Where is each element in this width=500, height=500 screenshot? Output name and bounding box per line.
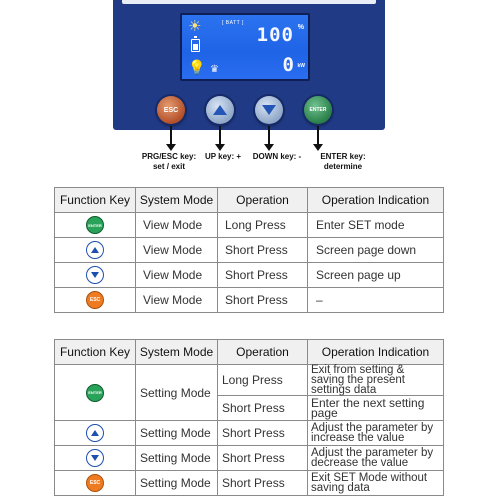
operation-cell: Short Press (218, 263, 308, 288)
table-row (55, 446, 444, 471)
system-mode-cell: View Mode (136, 288, 218, 313)
table-row (55, 471, 444, 496)
up-key-caption: UP key: + (204, 152, 242, 161)
indication-cell: Adjust the parameter by decrease the value (308, 446, 444, 471)
indication-cell: Exit from setting & saving the present settings data (308, 365, 444, 396)
indication-cell: Screen page down (308, 238, 444, 263)
system-mode-cell: Setting Mode (136, 471, 218, 496)
load-icon: ♛ (210, 64, 219, 75)
enter-key-icon: ENTER (86, 216, 104, 234)
bulb-icon: 💡 (188, 60, 206, 76)
function-key-cell (55, 238, 136, 263)
indication-cell: Exit SET Mode without saving data (308, 471, 444, 496)
header-system-mode: System Mode (136, 340, 218, 365)
header-system-mode: System Mode (136, 188, 218, 213)
table-row (55, 421, 444, 446)
down-button[interactable] (255, 96, 283, 124)
system-mode-cell: View Mode (136, 238, 218, 263)
down-pointer-arrow (268, 126, 270, 146)
esc-key-icon: ESC (86, 291, 104, 309)
panel-top-edge (122, 0, 376, 4)
function-key-cell (55, 288, 136, 313)
system-mode-cell: Setting Mode (136, 365, 218, 421)
function-key-cell (55, 365, 136, 421)
down-arrow-icon (262, 105, 276, 115)
operation-cell: Short Press (218, 471, 308, 496)
system-mode-cell: View Mode (136, 213, 218, 238)
operation-cell: Short Press (218, 446, 308, 471)
enter-pointer-arrow (317, 126, 319, 146)
controller-panel (113, 0, 385, 130)
system-mode-cell: Setting Mode (136, 421, 218, 446)
table-row (55, 365, 444, 396)
table-row (55, 238, 444, 263)
operation-cell: Short Press (218, 396, 308, 421)
view-mode-table (54, 187, 444, 313)
operation-cell: Short Press (218, 288, 308, 313)
function-key-cell (55, 446, 136, 471)
indication-cell: Enter SET mode (308, 213, 444, 238)
function-key-cell (55, 213, 136, 238)
header-operation-indication: Operation Indication (308, 340, 444, 365)
down-key-icon (86, 449, 104, 467)
indication-cell: – (308, 288, 444, 313)
indication-cell: Screen page up (308, 263, 444, 288)
up-button[interactable] (206, 96, 234, 124)
operation-cell: Short Press (218, 421, 308, 446)
up-key-icon (86, 424, 104, 442)
up-arrow-icon (213, 105, 227, 115)
lcd-battery-value: 100 (256, 24, 294, 46)
indication-cell: Enter the next setting page (308, 396, 444, 421)
operation-cell: Short Press (218, 238, 308, 263)
battery-icon (191, 39, 200, 52)
lcd-mode-tag: [ BATT ] (222, 20, 244, 26)
operation-cell: Long Press (218, 365, 308, 396)
enter-key-icon: ENTER (86, 384, 104, 402)
function-key-cell (55, 471, 136, 496)
function-key-cell (55, 263, 136, 288)
indication-cell: Adjust the parameter by increase the value (308, 421, 444, 446)
esc-key-icon: ESC (86, 474, 104, 492)
system-mode-cell: View Mode (136, 263, 218, 288)
setting-mode-table (54, 339, 444, 496)
header-operation: Operation (218, 340, 308, 365)
lcd-screen (180, 13, 310, 81)
down-key-caption: DOWN key: - (252, 152, 302, 161)
operation-cell: Long Press (218, 213, 308, 238)
esc-button[interactable]: ESC (157, 96, 185, 124)
enter-key-caption: ENTER key: determine (320, 152, 366, 171)
up-key-icon (86, 241, 104, 259)
header-operation-indication: Operation Indication (308, 188, 444, 213)
enter-button[interactable]: ENTER (304, 96, 332, 124)
header-function-key: Function Key (55, 188, 136, 213)
esc-pointer-arrow (170, 126, 172, 146)
lcd-power-value: 0 (282, 54, 294, 76)
up-pointer-arrow (219, 126, 221, 146)
header-operation: Operation (218, 188, 308, 213)
system-mode-cell: Setting Mode (136, 446, 218, 471)
down-key-icon (86, 266, 104, 284)
header-function-key: Function Key (55, 340, 136, 365)
table-row (55, 213, 444, 238)
lcd-power-unit: kW (297, 63, 305, 69)
lcd-battery-unit: % (297, 24, 304, 31)
esc-key-caption: PRG/ESC key: set / exit (141, 152, 197, 171)
table-row (55, 288, 444, 313)
function-key-cell (55, 421, 136, 446)
sun-icon: ☀ (188, 17, 202, 35)
table-row (55, 263, 444, 288)
